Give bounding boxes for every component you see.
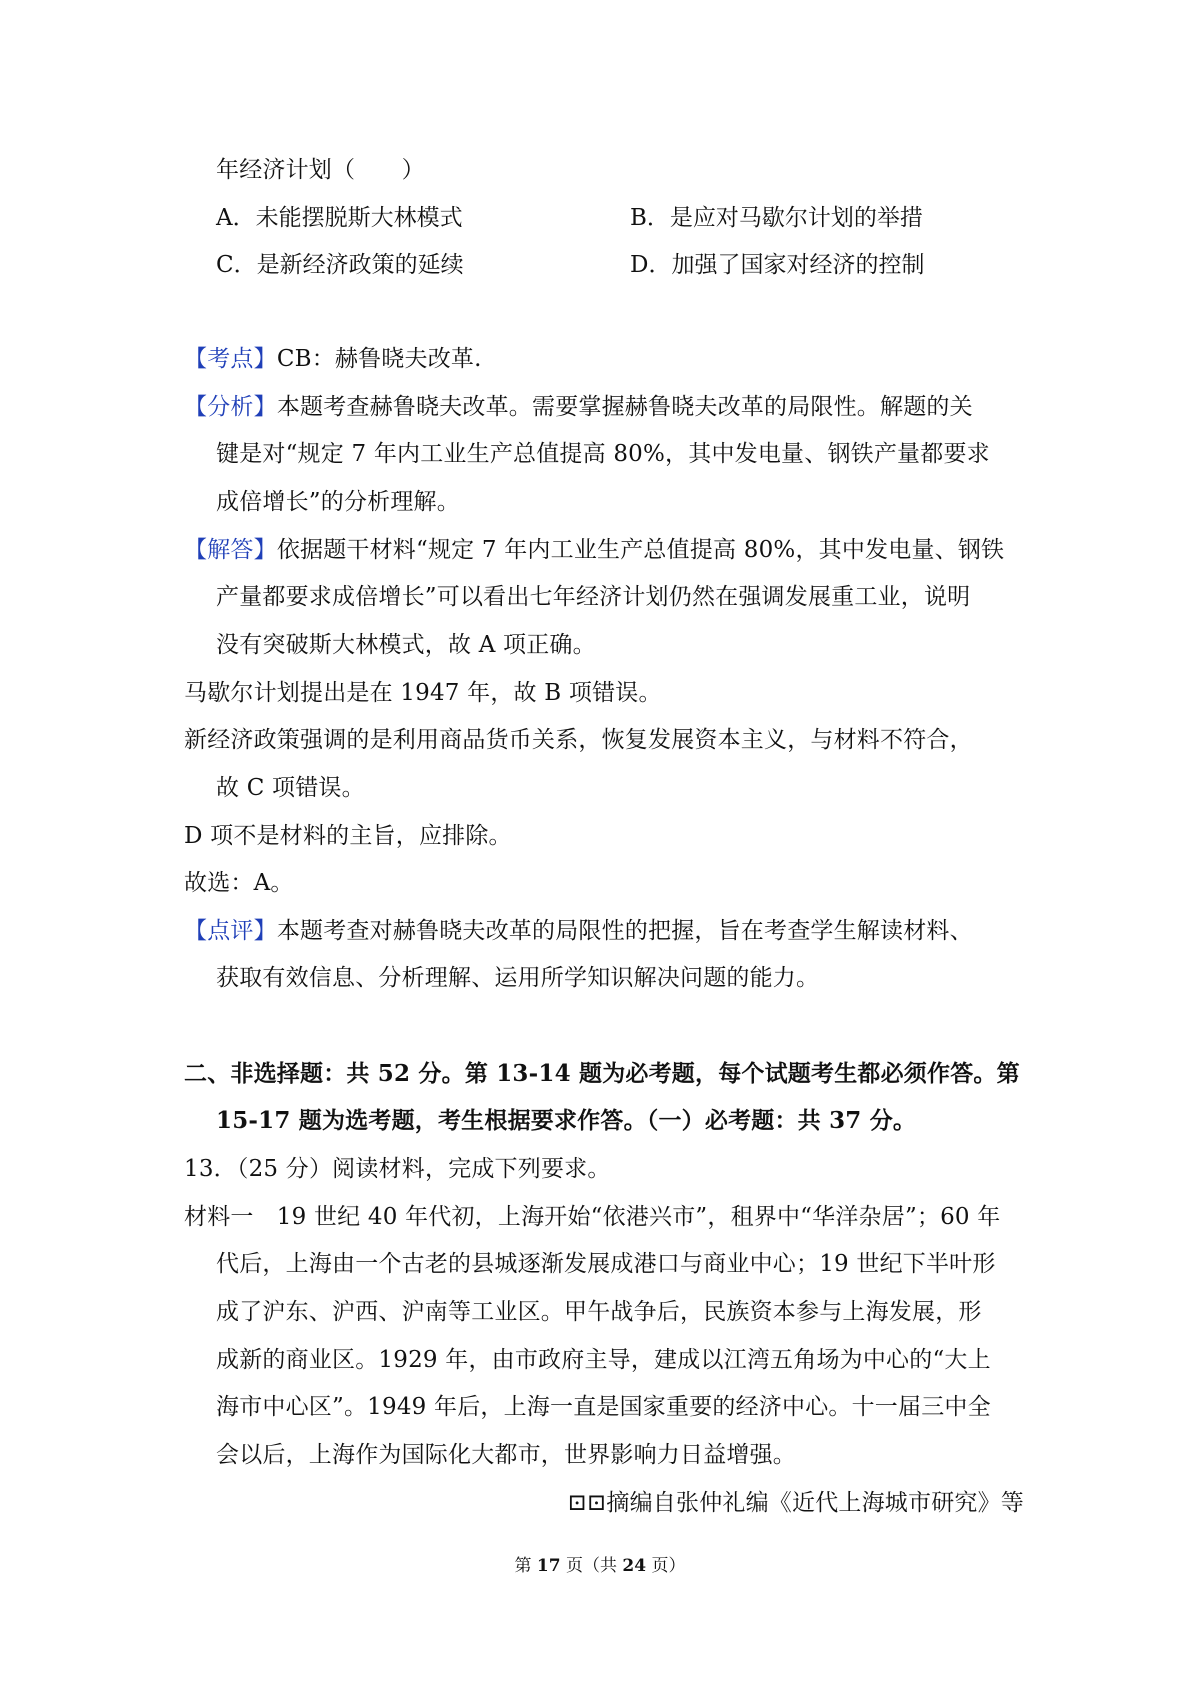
fenxi-line-3: 成倍增长”的分析理解。	[216, 489, 460, 515]
option-d: D．加强了国家对经济的控制	[630, 252, 925, 278]
footer-middle: 页（共	[560, 1556, 623, 1576]
footer-suffix: 页）	[646, 1556, 686, 1576]
dianping-tag: 【点评】	[184, 918, 277, 944]
jieda-line-1	[184, 535, 1004, 565]
kaodian-text: CB：赫鲁晓夫改革.	[276, 346, 482, 372]
fenxi-line-2: 键是对“规定 7 年内工业生产总值提高 80%，其中发电量、钢铁产量都要求	[216, 441, 990, 467]
option-b: B．是应对马歇尔计划的举措	[630, 205, 923, 231]
section2-heading-line-2: 15-17 题为选考题，考生根据要求作答。（一）必考题：共 37 分。	[216, 1107, 917, 1134]
fenxi-tag: 【分析】	[184, 394, 277, 420]
jieda-line-7: D 项不是材料的主旨，应排除。	[184, 823, 512, 849]
dianping-line-1	[184, 916, 973, 946]
jieda-line-6: 故 C 项错误。	[216, 775, 365, 801]
q13-stem: 13．（25 分）阅读材料，完成下列要求。	[184, 1156, 611, 1182]
jieda-line-2: 产量都要求成倍增长”可以看出七年经济计划仍然在强调发展重工业，说明	[216, 584, 971, 610]
dianping-line-2: 获取有效信息、分析理解、运用所学知识解决问题的能力。	[216, 965, 820, 991]
q13-material-line-3: 成了沪东、沪西、沪南等工业区。甲午战争后，民族资本参与上海发展，形	[216, 1299, 982, 1325]
footer-page-total: 24	[622, 1556, 647, 1576]
kaodian-tag: 【考点】	[184, 346, 277, 372]
question-stem-tail: 年经济计划（ ）	[216, 157, 425, 183]
q13-material-line-2: 代后，上海由一个古老的县城逐渐发展成港口与商业中心；19 世纪下半叶形	[216, 1251, 996, 1277]
fenxi-line-1	[184, 392, 973, 422]
q13-material-line-5: 海市中心区”。1949 年后，上海一直是国家重要的经济中心。十一届三中全	[216, 1394, 991, 1420]
section2-heading-line-1: 二、非选择题：共 52 分。第 13-14 题为必考题，每个试题考生都必须作答。第	[184, 1060, 1020, 1087]
footer-page-number: 17	[536, 1556, 561, 1576]
jieda-tag: 【解答】	[184, 537, 277, 563]
jieda-line-3: 没有突破斯大林模式，故 A 项正确。	[216, 632, 596, 658]
kaodian-paragraph	[184, 344, 482, 374]
q13-material-line-6: 会以后，上海作为国际化大都市，世界影响力日益增强。	[216, 1442, 796, 1468]
dianping-text-1: 本题考查对赫鲁晓夫改革的局限性的把握，旨在考查学生解读材料、	[276, 918, 973, 944]
footer-prefix: 第	[514, 1556, 537, 1576]
fenxi-text-1: 本题考查赫鲁晓夫改革。需要掌握赫鲁晓夫改革的局限性。解题的关	[276, 394, 973, 420]
option-c: C．是新经济政策的延续	[216, 252, 464, 278]
q13-source: ⊡⊡摘编自张仲礼编《近代上海城市研究》等	[567, 1490, 1024, 1516]
jieda-text-1: 依据题干材料“规定 7 年内工业生产总值提高 80%，其中发电量、钢铁	[276, 537, 1005, 563]
page-footer	[0, 1554, 1200, 1578]
q13-material-line-1: 材料一 19 世纪 40 年代初，上海开始“依港兴市”，租界中“华洋杂居”；60 年	[184, 1204, 1001, 1230]
q13-material-line-4: 成新的商业区。1929 年，由市政府主导，建成以江湾五角场为中心的“大上	[216, 1347, 991, 1373]
jieda-line-4: 马歇尔计划提出是在 1947 年，故 B 项错误。	[184, 680, 662, 706]
jieda-line-5: 新经济政策强调的是利用商品货币关系，恢复发展资本主义，与材料不符合，	[184, 727, 973, 753]
option-a: A．未能摆脱斯大林模式	[216, 205, 463, 231]
jieda-line-8: 故选：A。	[184, 870, 294, 896]
